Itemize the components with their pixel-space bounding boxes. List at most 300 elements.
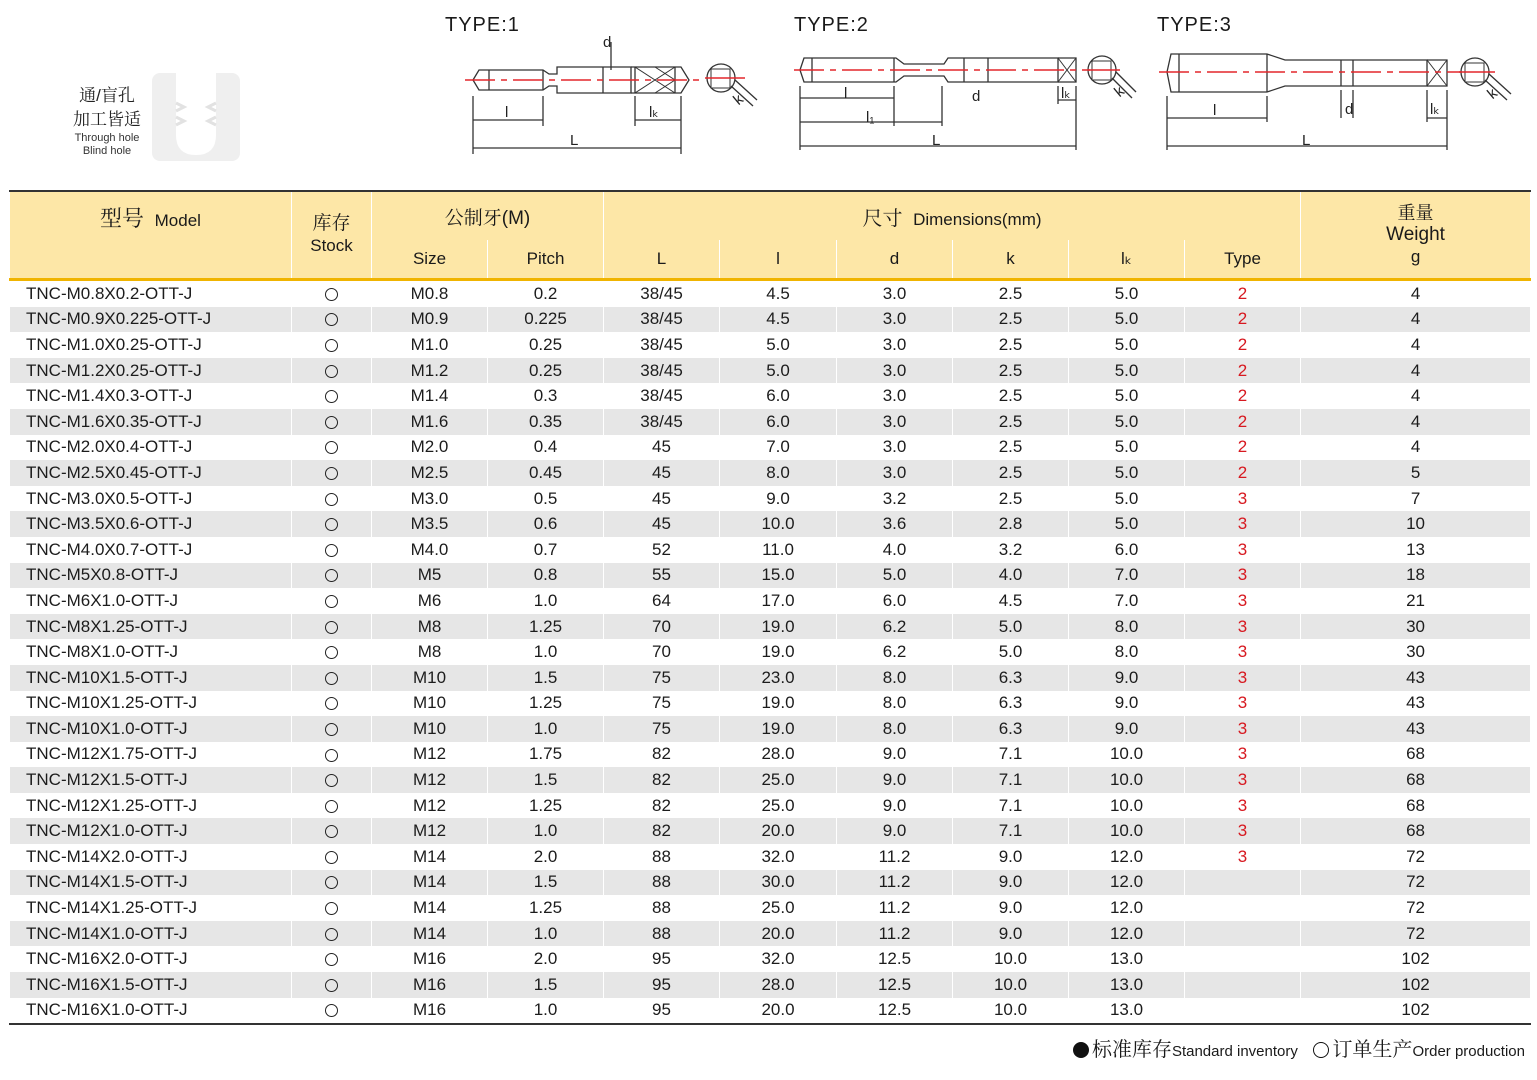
cell-lk: 5.0 [1069,383,1185,409]
cell-pitch: 0.3 [488,383,604,409]
cell-size: M6 [372,588,488,614]
table-row [10,844,1531,870]
cell-type: 2 [1185,460,1301,486]
table-row [10,665,1531,691]
type1-dim-l: l [505,104,509,121]
cell-size: M12 [372,818,488,844]
cell-stock [292,409,372,435]
table-row [10,972,1531,998]
cell-lk: 5.0 [1069,486,1185,512]
cell-d: 6.2 [837,639,953,665]
cell-size: M10 [372,665,488,691]
cell-pitch: 1.0 [488,639,604,665]
cell-model: TNC-M16X1.0-OTT-J [10,998,292,1025]
cell-d: 5.0 [837,563,953,589]
cell-weight: 4 [1301,280,1531,307]
table-row [10,639,1531,665]
cell-d: 11.2 [837,844,953,870]
cell-L: 95 [604,998,720,1025]
type1-drawing-icon [445,14,765,154]
cell-d: 8.0 [837,691,953,717]
cell-stock [292,588,372,614]
type3-drawing-icon [1157,14,1517,154]
cell-weight: 72 [1301,895,1531,921]
cell-l: 11.0 [720,537,837,563]
type3-dim-d: d [1345,101,1354,118]
cell-L: 38/45 [604,280,720,307]
cell-stock [292,844,372,870]
cell-lk: 8.0 [1069,614,1185,640]
cell-k: 2.5 [953,486,1069,512]
cell-L: 82 [604,767,720,793]
cell-type: 2 [1185,332,1301,358]
cell-L: 95 [604,972,720,998]
cell-type: 3 [1185,716,1301,742]
order-production-icon [325,774,338,787]
table-row [10,460,1531,486]
cell-lk: 5.0 [1069,511,1185,537]
cell-stock [292,793,372,819]
cell-d: 9.0 [837,767,953,793]
cell-size: M4.0 [372,537,488,563]
type2-dim-l: l [844,85,848,102]
cell-k: 10.0 [953,998,1069,1025]
header-size: Size [372,240,488,280]
cell-size: M2.5 [372,460,488,486]
header-dimensions [604,191,1301,240]
header-dims-cn: 尺寸 [862,207,903,230]
cell-model: TNC-M0.9X0.225-OTT-J [10,307,292,333]
cell-l: 15.0 [720,563,837,589]
cell-model: TNC-M4.0X0.7-OTT-J [10,537,292,563]
cell-l: 10.0 [720,511,837,537]
cell-weight: 30 [1301,614,1531,640]
cell-weight: 102 [1301,946,1531,972]
cell-d: 9.0 [837,742,953,768]
header-weight-unit: g [1410,247,1421,266]
cell-l: 4.5 [720,280,837,307]
cell-type: 2 [1185,307,1301,333]
cell-pitch: 0.8 [488,563,604,589]
cell-model: TNC-M12X1.25-OTT-J [10,793,292,819]
type2-label: TYPE:2 [794,14,869,36]
cell-l: 20.0 [720,921,837,947]
header-l: l [720,240,837,280]
cell-d: 6.2 [837,614,953,640]
cell-k: 9.0 [953,895,1069,921]
cell-d: 4.0 [837,537,953,563]
cell-L: 88 [604,921,720,947]
cell-stock [292,639,372,665]
table-row [10,486,1531,512]
cell-k: 4.0 [953,563,1069,589]
cell-lk: 7.0 [1069,588,1185,614]
cell-d: 9.0 [837,793,953,819]
cell-pitch: 1.25 [488,614,604,640]
table-body [10,280,1531,1025]
cell-model: TNC-M16X1.5-OTT-J [10,972,292,998]
cell-k: 2.5 [953,460,1069,486]
type3-dim-k: k [1484,84,1501,103]
cell-size: M8 [372,614,488,640]
cell-k: 2.5 [953,280,1069,307]
cell-l: 8.0 [720,460,837,486]
order-production-icon [325,928,338,941]
cell-type: 3 [1185,486,1301,512]
hole-en-line1: Through hole [74,132,140,144]
cell-d: 3.2 [837,486,953,512]
cell-pitch: 0.35 [488,409,604,435]
cell-l: 32.0 [720,844,837,870]
cell-L: 82 [604,793,720,819]
table-row [10,409,1531,435]
cell-weight: 68 [1301,767,1531,793]
header-pitch: Pitch [488,240,604,280]
table-row [10,895,1531,921]
type3-diagram [1157,14,1517,154]
legend-order-cn: 订单生产 [1332,1039,1413,1061]
cell-weight: 43 [1301,716,1531,742]
cell-pitch: 0.6 [488,511,604,537]
order-production-icon [325,595,338,608]
cell-pitch: 2.0 [488,946,604,972]
order-production-icon [325,723,338,736]
table-row [10,511,1531,537]
cell-L: 88 [604,870,720,896]
cell-type: 3 [1185,563,1301,589]
cell-l: 5.0 [720,358,837,384]
type3-dim-lk: lₖ [1430,101,1440,118]
header-metric: 公制牙(M) [372,191,604,240]
cell-model: TNC-M6X1.0-OTT-J [10,588,292,614]
cell-stock [292,537,372,563]
cell-type: 3 [1185,537,1301,563]
cell-model: TNC-M0.8X0.2-OTT-J [10,280,292,307]
cell-lk: 10.0 [1069,818,1185,844]
table-row [10,767,1531,793]
cell-l: 6.0 [720,409,837,435]
order-production-icon [325,288,338,301]
cell-type: 3 [1185,511,1301,537]
cell-pitch: 0.7 [488,537,604,563]
cell-pitch: 0.25 [488,358,604,384]
type3-label: TYPE:3 [1157,14,1232,36]
cell-l: 25.0 [720,895,837,921]
cell-d: 11.2 [837,895,953,921]
cell-pitch: 0.2 [488,280,604,307]
legend-standard-en: Standard inventory [1171,1043,1298,1060]
order-production-icon [325,313,338,326]
cell-l: 17.0 [720,588,837,614]
cell-model: TNC-M10X1.5-OTT-J [10,665,292,691]
cell-weight: 21 [1301,588,1531,614]
cell-d: 3.0 [837,332,953,358]
cell-size: M16 [372,998,488,1025]
cell-L: 38/45 [604,358,720,384]
cell-pitch: 1.0 [488,588,604,614]
cell-model: TNC-M1.6X0.35-OTT-J [10,409,292,435]
cell-lk: 5.0 [1069,280,1185,307]
cell-weight: 5 [1301,460,1531,486]
cell-d: 8.0 [837,716,953,742]
cell-weight: 4 [1301,409,1531,435]
cell-L: 45 [604,511,720,537]
cell-stock [292,511,372,537]
header-k: k [953,240,1069,280]
cell-lk: 10.0 [1069,742,1185,768]
table-row [10,332,1531,358]
spec-table [9,190,1531,1025]
cell-d: 12.5 [837,946,953,972]
order-production-icon [325,825,338,838]
cell-l: 19.0 [720,639,837,665]
cell-size: M10 [372,691,488,717]
cell-stock [292,486,372,512]
cell-lk: 7.0 [1069,563,1185,589]
cell-l: 20.0 [720,998,837,1025]
order-production-icon [1313,1042,1329,1058]
table-row [10,818,1531,844]
cell-lk: 10.0 [1069,793,1185,819]
order-production-icon [325,953,338,966]
cell-weight: 43 [1301,691,1531,717]
table-row [10,921,1531,947]
cell-type: 3 [1185,767,1301,793]
cell-stock [292,921,372,947]
cell-pitch: 1.0 [488,818,604,844]
order-production-icon [325,1004,338,1017]
table-row [10,307,1531,333]
cell-weight: 4 [1301,383,1531,409]
cell-l: 5.0 [720,332,837,358]
cell-stock [292,818,372,844]
cell-k: 10.0 [953,946,1069,972]
cell-size: M14 [372,921,488,947]
cell-stock [292,767,372,793]
hole-en-line2: Blind hole [82,145,132,157]
order-production-icon [325,544,338,557]
cell-lk: 8.0 [1069,639,1185,665]
cell-type [1185,998,1301,1025]
order-production-icon [325,569,338,582]
cell-L: 75 [604,665,720,691]
cell-stock [292,307,372,333]
table-row [10,563,1531,589]
type2-dim-d: d [972,88,981,105]
cell-k: 2.8 [953,511,1069,537]
cell-d: 8.0 [837,665,953,691]
cell-k: 7.1 [953,793,1069,819]
cell-size: M10 [372,716,488,742]
cell-L: 75 [604,691,720,717]
cell-type: 3 [1185,844,1301,870]
legend [1073,1033,1525,1062]
cell-k: 7.1 [953,818,1069,844]
cell-d: 3.0 [837,460,953,486]
order-production-icon [325,441,338,454]
header-stock-en: Stock [310,236,353,255]
cell-l: 20.0 [720,818,837,844]
cell-size: M1.0 [372,332,488,358]
type1-dim-d: d [603,34,612,51]
table-row [10,793,1531,819]
cell-L: 70 [604,614,720,640]
cell-lk: 6.0 [1069,537,1185,563]
cell-model: TNC-M14X2.0-OTT-J [10,844,292,870]
header-d: d [837,240,953,280]
cell-L: 88 [604,895,720,921]
type1-diagram [445,14,765,154]
cell-stock [292,716,372,742]
cell-stock [292,280,372,307]
cell-lk: 5.0 [1069,460,1185,486]
order-production-icon [325,467,338,480]
cell-k: 2.5 [953,332,1069,358]
cell-L: 52 [604,537,720,563]
cell-model: TNC-M12X1.75-OTT-J [10,742,292,768]
cell-l: 9.0 [720,486,837,512]
cell-size: M12 [372,742,488,768]
table-row [10,537,1531,563]
cell-stock [292,358,372,384]
cell-weight: 13 [1301,537,1531,563]
cell-type: 3 [1185,691,1301,717]
cell-k: 7.1 [953,742,1069,768]
cell-L: 82 [604,818,720,844]
cell-d: 3.0 [837,383,953,409]
header-type: Type [1185,240,1301,280]
cell-l: 19.0 [720,614,837,640]
cell-pitch: 1.25 [488,895,604,921]
cell-weight: 68 [1301,818,1531,844]
legend-order-en: Order production [1412,1043,1525,1060]
table-row [10,716,1531,742]
cell-lk: 13.0 [1069,998,1185,1025]
type2-diagram [794,14,1139,154]
order-production-icon [325,390,338,403]
cell-weight: 102 [1301,972,1531,998]
hole-cn-line1: 通/盲孔 [79,86,135,105]
cell-type [1185,895,1301,921]
cell-model: TNC-M12X1.5-OTT-J [10,767,292,793]
cell-lk: 5.0 [1069,332,1185,358]
cell-type: 3 [1185,742,1301,768]
cell-pitch: 1.75 [488,742,604,768]
cell-d: 11.2 [837,870,953,896]
cell-d: 3.0 [837,280,953,307]
cell-L: 64 [604,588,720,614]
cell-weight: 4 [1301,435,1531,461]
type2-dim-k: k [1111,82,1128,101]
cell-k: 9.0 [953,870,1069,896]
cell-d: 3.0 [837,358,953,384]
cell-L: 38/45 [604,409,720,435]
header-model-en: Model [154,211,201,230]
cell-k: 3.2 [953,537,1069,563]
cell-l: 19.0 [720,716,837,742]
cell-size: M2.0 [372,435,488,461]
cell-weight: 68 [1301,793,1531,819]
cell-lk: 5.0 [1069,409,1185,435]
cell-l: 28.0 [720,972,837,998]
cell-d: 12.5 [837,972,953,998]
cell-stock [292,870,372,896]
cell-stock [292,998,372,1025]
cell-L: 70 [604,639,720,665]
header-weight [1301,191,1531,280]
cell-type: 2 [1185,435,1301,461]
cell-k: 5.0 [953,639,1069,665]
cell-l: 32.0 [720,946,837,972]
table-row [10,946,1531,972]
order-production-icon [325,876,338,889]
cell-d: 3.6 [837,511,953,537]
order-production-icon [325,416,338,429]
cell-weight: 18 [1301,563,1531,589]
cell-L: 95 [604,946,720,972]
header-stock [292,191,372,280]
cell-pitch: 1.0 [488,998,604,1025]
cell-type: 3 [1185,665,1301,691]
cell-weight: 43 [1301,665,1531,691]
cell-size: M1.4 [372,383,488,409]
cell-model: TNC-M16X2.0-OTT-J [10,946,292,972]
cell-pitch: 1.5 [488,665,604,691]
cell-type [1185,972,1301,998]
cell-lk: 5.0 [1069,358,1185,384]
type1-label: TYPE:1 [445,14,520,36]
cell-size: M14 [372,895,488,921]
cell-L: 38/45 [604,307,720,333]
cell-size: M3.5 [372,511,488,537]
cell-lk: 10.0 [1069,767,1185,793]
cell-d: 12.5 [837,998,953,1025]
cell-pitch: 0.5 [488,486,604,512]
cell-size: M16 [372,972,488,998]
cell-size: M1.6 [372,409,488,435]
cell-stock [292,460,372,486]
cell-size: M0.8 [372,280,488,307]
cell-k: 10.0 [953,972,1069,998]
cell-k: 6.3 [953,716,1069,742]
cell-stock [292,665,372,691]
cell-weight: 68 [1301,742,1531,768]
cell-stock [292,563,372,589]
cell-type: 2 [1185,383,1301,409]
cell-type: 2 [1185,358,1301,384]
cell-weight: 72 [1301,844,1531,870]
table-row [10,691,1531,717]
cell-model: TNC-M14X1.0-OTT-J [10,921,292,947]
cell-size: M5 [372,563,488,589]
cell-lk: 12.0 [1069,870,1185,896]
hole-illustration-icon [152,73,242,163]
cell-model: TNC-M1.0X0.25-OTT-J [10,332,292,358]
cell-size: M8 [372,639,488,665]
order-production-icon [325,621,338,634]
header-lk: lₖ [1069,240,1185,280]
cell-stock [292,332,372,358]
cell-k: 7.1 [953,767,1069,793]
order-production-icon [325,672,338,685]
cell-pitch: 2.0 [488,844,604,870]
legend-standard-cn: 标准库存 [1091,1039,1172,1061]
cell-stock [292,383,372,409]
cell-k: 4.5 [953,588,1069,614]
cell-k: 6.3 [953,665,1069,691]
cell-pitch: 1.0 [488,716,604,742]
table-header [10,191,1531,280]
